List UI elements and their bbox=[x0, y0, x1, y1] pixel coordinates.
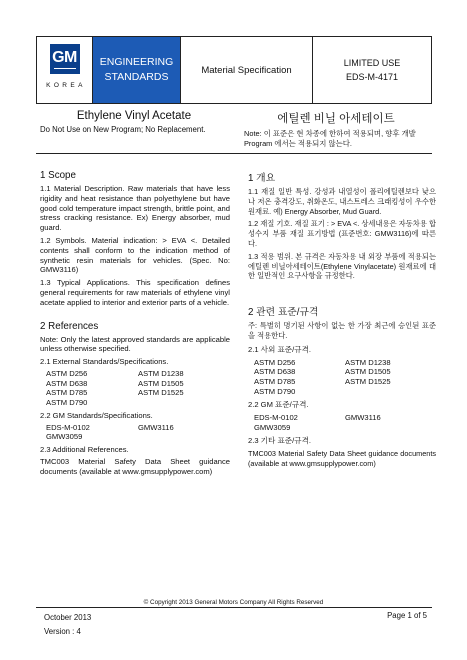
ref-item: ASTM D790 bbox=[46, 397, 88, 407]
gm-ref-item bbox=[138, 432, 230, 442]
section-1-2: 1.2 Symbols. Material indication: > EVA <. Detailed contents shall conform to the indication method of synthetic resin materials for vehicles. (Spec. No: GMW3116) bbox=[40, 235, 230, 275]
footer-page: Page 1 of 5 bbox=[387, 611, 427, 620]
standard-line1: ENGINEERING bbox=[99, 56, 174, 68]
korean-column bbox=[248, 170, 436, 472]
external-refs bbox=[46, 369, 230, 407]
section-2-note-ko: 주: 특별히 명기된 사항이 없는 한 가장 최근에 승인된 표준을 적용한다. bbox=[248, 321, 436, 340]
section-2-note: Note: Only the latest approved standards are applicable unless otherwise specified. bbox=[40, 334, 230, 354]
gm-refs bbox=[46, 423, 230, 442]
gm-ref-item: GMW3116 bbox=[138, 422, 174, 432]
gm-ref-item: GMW3059 bbox=[46, 432, 83, 442]
section-1-2-ko: 1.2 재질 기호. 재질 표기 : > EVA <. 상세내용은 자동차용 합성수지 부품 재질 표기방법 (표준번호: GMW3116)에 따른다. bbox=[248, 219, 436, 248]
section-1-1-ko: 1.1 재질 일반 특성. 강성과 내열성이 폴리에틸렌보다 낮으나 저온 충격강도, 취화온도, 내스트레스 크래킹성이 우수한 원재료. 예) Energy Absorber, Mud Guard. bbox=[248, 187, 436, 216]
external-refs-ko bbox=[254, 358, 436, 396]
ref-item: ASTM D1505 bbox=[138, 378, 184, 388]
section-2-3: 2.3 Additional References. bbox=[40, 444, 129, 454]
spec-number: EDS-M-4171 bbox=[345, 72, 399, 82]
note-korean: Note: 이 표준은 현 차종에 한하여 적용되며, 향후 개발 Program 에서는 적용되지 않는다. bbox=[244, 129, 416, 148]
section-2-3-text: TMC003 Material Safety Data Sheet guidance documents (available at www.gmsupplypower.com) bbox=[40, 456, 230, 476]
gm-logo bbox=[50, 44, 80, 74]
gm-ref-item: EDS-M-0102 bbox=[254, 413, 298, 423]
section-2-3-ko: 2.3 기타 표준/규격. bbox=[248, 436, 312, 446]
gm-ref-item bbox=[345, 423, 436, 433]
title-left bbox=[36, 104, 232, 153]
copyright: © Copyright 2013 General Motors Company All Rights Reserved bbox=[143, 599, 324, 606]
gm-ref-item: EDS-M-0102 bbox=[46, 422, 90, 432]
section-1-title-ko: 1 개요 bbox=[248, 173, 276, 184]
ref-item: ASTM D1238 bbox=[345, 357, 391, 367]
header-table bbox=[36, 36, 432, 104]
section-2-1: 2.1 External Standards/Specifications. bbox=[40, 357, 169, 367]
section-2-title: 2 References bbox=[40, 320, 99, 332]
section-1-title: 1 Scope bbox=[40, 170, 76, 181]
limited-use-cell bbox=[313, 37, 431, 103]
section-1-1: 1.1 Material Description. Raw materials that have less rigidity and heat resistance than polyethylene but have good cold temperature impact strength, brittle point, and stress cracking resistance. Ex) Energy absorber, mud guard. bbox=[40, 184, 230, 233]
ref-item: ASTM D790 bbox=[254, 386, 296, 396]
spec-type-cell bbox=[181, 37, 313, 103]
ref-item: ASTM D638 bbox=[46, 378, 88, 388]
limited-use: LIMITED USE bbox=[343, 58, 401, 68]
section-2-2: 2.2 GM Standards/Specifications. bbox=[40, 410, 153, 420]
note-english: Do Not Use on New Program; No Replacement. bbox=[40, 125, 206, 134]
section-1-3-ko: 1.3 적용 범위. 본 규격은 자동차용 내 외장 부품에 적용되는 에틸렌 비닐아세테이트(Ethylene Vinylacetate) 원재료에 대한 일반적인 요구사항을 규정한다. bbox=[248, 251, 436, 281]
ref-item: ASTM D256 bbox=[254, 357, 296, 367]
footer-date: October 2013 bbox=[44, 613, 92, 622]
footer-version: Version : 4 bbox=[44, 627, 81, 636]
gm-ref-item: GMW3059 bbox=[254, 422, 291, 432]
ref-item bbox=[138, 398, 230, 408]
standard-line2: STANDARDS bbox=[104, 71, 169, 83]
title-korean: 에틸렌 비닐 아세테이트 bbox=[277, 113, 395, 125]
logo-cell bbox=[37, 37, 93, 103]
ref-item: ASTM D785 bbox=[254, 376, 296, 386]
gm-refs-ko bbox=[254, 413, 436, 432]
logo-text: GM bbox=[52, 48, 77, 66]
logo-korea: KOREA bbox=[46, 82, 86, 89]
title-right bbox=[232, 104, 432, 153]
ref-item: ASTM D256 bbox=[46, 369, 88, 379]
ref-item bbox=[345, 387, 436, 397]
ref-item: ASTM D1238 bbox=[138, 369, 184, 379]
ref-item: ASTM D1505 bbox=[345, 367, 391, 377]
section-2-1-ko: 2.1 사외 표준/규격. bbox=[248, 344, 312, 354]
english-column bbox=[40, 170, 230, 479]
ref-item: ASTM D785 bbox=[46, 388, 88, 398]
engineering-standards-cell bbox=[93, 37, 181, 103]
spec-type: Material Specification bbox=[201, 64, 292, 76]
section-1-3: 1.3 Typical Applications. This specification defines general requirements for raw materials of ethylene vinyl acetate applied to interior and exterior parts of a vehicle. bbox=[40, 278, 230, 307]
footer-divider bbox=[36, 607, 432, 608]
section-2-3-text-ko: TMC003 Material Safety Data Sheet guidance documents (available at www.gmsupplypower.com) bbox=[248, 449, 436, 469]
section-2-title-ko: 2 관련 표준/규격 bbox=[248, 307, 319, 319]
ref-item: ASTM D1525 bbox=[138, 388, 184, 398]
ref-item: ASTM D1525 bbox=[345, 376, 391, 386]
section-2-2-ko: 2.2 GM 표준/규격. bbox=[248, 400, 309, 410]
title-english: Ethylene Vinyl Acetate bbox=[76, 110, 192, 122]
title-row bbox=[36, 104, 432, 154]
footer-left bbox=[44, 611, 91, 639]
ref-item: ASTM D638 bbox=[254, 367, 296, 377]
gm-ref-item: GMW3116 bbox=[345, 413, 381, 423]
